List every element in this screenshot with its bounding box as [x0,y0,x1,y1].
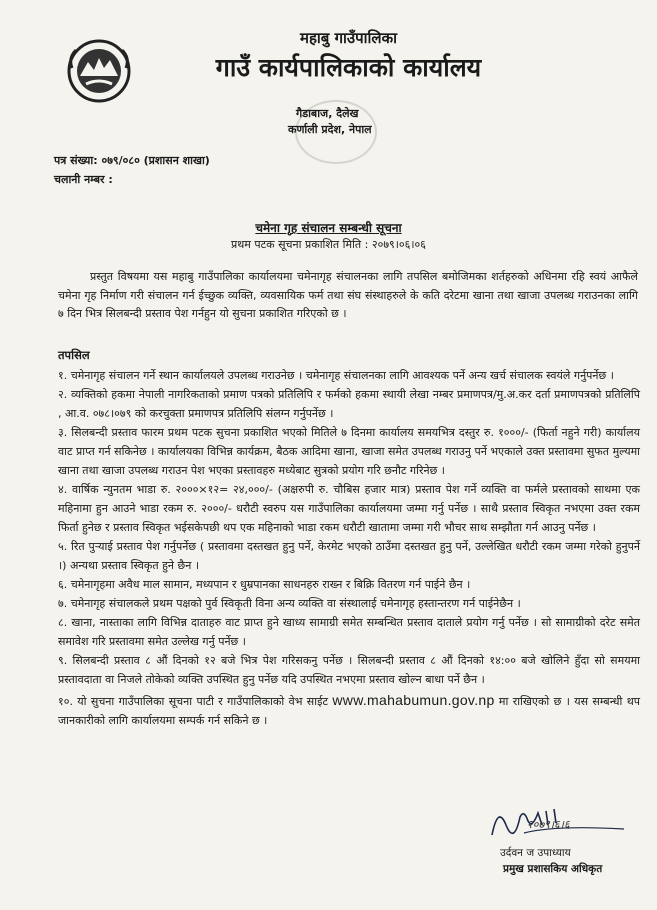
publication-date: प्रथम पटक सूचना प्रकाशित मिति : २०७९।०६।०६ [231,238,426,251]
notice-title-text: चमेना गृह संचालन सम्बन्धी सूचना [255,221,402,235]
item-10-text-end: मा राखिएको छ । यस सम्बन्धी थप जानकारीको लागि कार्यालयमा सम्पर्क गर्न सकिने छ । [58,695,640,727]
reference-number: पत्र संख्या: ०७९/०८० (प्रशासन शाखा) [54,154,210,167]
notice-title [0,219,657,236]
condition-item: ३. सिलबन्दी प्रस्ताव फारम प्रथम पटक सुचना प्रकाशित भएको मितिले ७ दिनमा कार्यालय समयभित्र दस्तुर रु. १०००/- (फिर्ता नहुने गरी) कार्यालय वाट प्राप्त गर्न सकिनेछ । कार्यालयका विभिन्न कार्यक्रम, बैठक आदिमा खाना, खाजा समेत उपलब्ध गराउनु पर्ने भएकाले उक्त प्रस्तावमा सुफत मुल्यमा खाना तथा खाजा उपलब्ध गराउन पेश भएका प्रस्तावहरु मध्येबाट सुत्रको प्रयोग गरि छनौट गरिनेछ । [58,426,640,477]
condition-item: १. चमेनागृह संचालन गर्ने स्थान कार्यालयले उपलब्ध गराउनेछ । चमेनागृह संचालनका लागि आवश्यक पर्ने अन्य खर्च संचालक स्वयंले गर्नुपर्नेछ । [58,369,614,382]
condition-item: २. व्यक्तिको हकमा नेपाली नागरिकताको प्रमाण पत्रको प्रतिलिपि र फर्मको हकमा स्थायी लेखा नम्बर प्रमाणपत्र/मु.अ.कर दर्ता प्रमाणपत्रको प्रतिलिपि , आ.व. ०७८।०७९ को करचुक्ता प्रमाणपत्र प्रतिलिपि संलग्न गर्नुपर्नेछ । [58,388,640,420]
condition-item-10 [58,691,640,730]
municipality-name: महाबु गाउँपालिका [299,29,398,47]
condition-item: ७. चमेनागृह संचालकले प्रथम पक्षको पुर्व स्विकृती विना अन्य व्यक्ति वा संस्थालाई चमेनागृह हस्तान्तरण गर्न पाईनेछैन । [58,597,521,610]
condition-item: ६. चमेनागृहमा अवैध माल सामान, मध्यपान र धुम्रपानका साधनहरु राख्न र बिक्रि वितरण गर्न पाईने छैन । [58,578,471,591]
office-name: गाउँ कार्यपालिकाको कार्यालय [215,53,482,82]
address-line-2: कर्णाली प्रदेश, नेपाल [288,123,372,136]
condition-item: ४. वार्षिक न्युनतम भाडा रु. २०००×१२= २४,०००/- (अक्षरुपी रु. चौबिस हजार मात्र) प्रस्ताव पेश गर्ने व्यक्ति वा फर्मले प्रस्तावको साथमा एक महिनामा हुन आउने भाडा रकम रु. २०००/- धरौटी स्वरुप यस गाउँपालिका कार्यालयमा जम्मा गर्नु पर्नेछ । साथै प्रस्ताव स्विकृत नभएमा उक्त रकम फिर्ता हुनेछ र प्रस्ताव स्विकृत भईसकेपछी थप एक महिनाको भाडा रकम धरौटी खातामा जम्मा गरी भौचर साथ सम्झौता गर्न आउनु पर्नेछ । [58,483,640,534]
details-heading: तपसिल [58,348,90,362]
dispatch-number: चलानी नम्बर : [54,173,113,186]
condition-item: ९. सिलबन्दी प्रस्ताव ८ औं दिनको १२ बजे भित्र पेश गरिसकनु पर्नेछ । सिलबन्दी प्रस्ताव ८ औं दिनको १४:०० बजे खोलिने हुँदा सो समयमा प्रस्तावदाता वा निजले तोकेको व्यक्ति उपस्थित हुनु पर्नेछ यदि उपस्थित नभएमा प्रस्ताव खोल्न बाधा पर्ने छैन । [58,654,640,686]
conditions-list [58,366,640,730]
intro-paragraph: प्रस्तुत विषयमा यस महाबु गाउँपालिका कार्यालयमा चमेनागृह संचालनका लागि तपसिल बमोजिमका शर्तहरुको अधिनमा रहि स्वयं आफैले चमेना गृह निर्माण गरी संचालन गर्न ईच्छुक व्यक्ति, व्यवसायिक फर्म तथा संघ संस्थाहरुले के कति दरेटमा खाना तथा खाजा उपलब्ध गराउनका लागि ७ दिन भित्र सिलबन्दी प्रस्ताव पेश गर्नहुन यो सुचना प्रकाशित गरिएको छ । [58,270,638,320]
condition-item: ५. रित पुऱ्याई प्रस्ताव पेश गर्नुपर्नेछ ( प्रस्तावमा दस्तखत हुनु पर्ने, केरमेट भएको ठाउँमा दस्तखत हुनु पर्ने, उल्लेखित धरौटी रकम जम्मा गरेको हुनुपर्ने ।) अन्यथा प्रस्ताव स्विकृत हुने छैन । [58,540,640,572]
signatory-name: उर्दवन ज उपाध्याय [500,847,571,859]
item-10-text: १०. यो सुचना गाउँपालिका सूचना पाटी र गाउँपालिकाको वेभ साईट [58,695,329,708]
signatory-title: प्रमुख प्रशासकिय अधिकृत [503,863,603,875]
website-link[interactable]: www.mahabumun.gov.np [332,692,495,708]
signature-date: २०७९।६।६ [527,818,570,831]
condition-item: ८. खाना, नास्ताका लागि विभिन्न दाताहरु वाट प्राप्त हुने खाध्य सामाग्री समेत सम्बन्धित प्रस्ताव दाताले प्रयोग गर्नु पर्नेछ । सो सामाग्रीको दरेट समेत समावेश गरि प्रस्तावमा समेत उल्लेख गर्नु पर्नेछ । [58,616,640,648]
address-line-1: गैडाबाज, दैलेख [296,107,359,120]
